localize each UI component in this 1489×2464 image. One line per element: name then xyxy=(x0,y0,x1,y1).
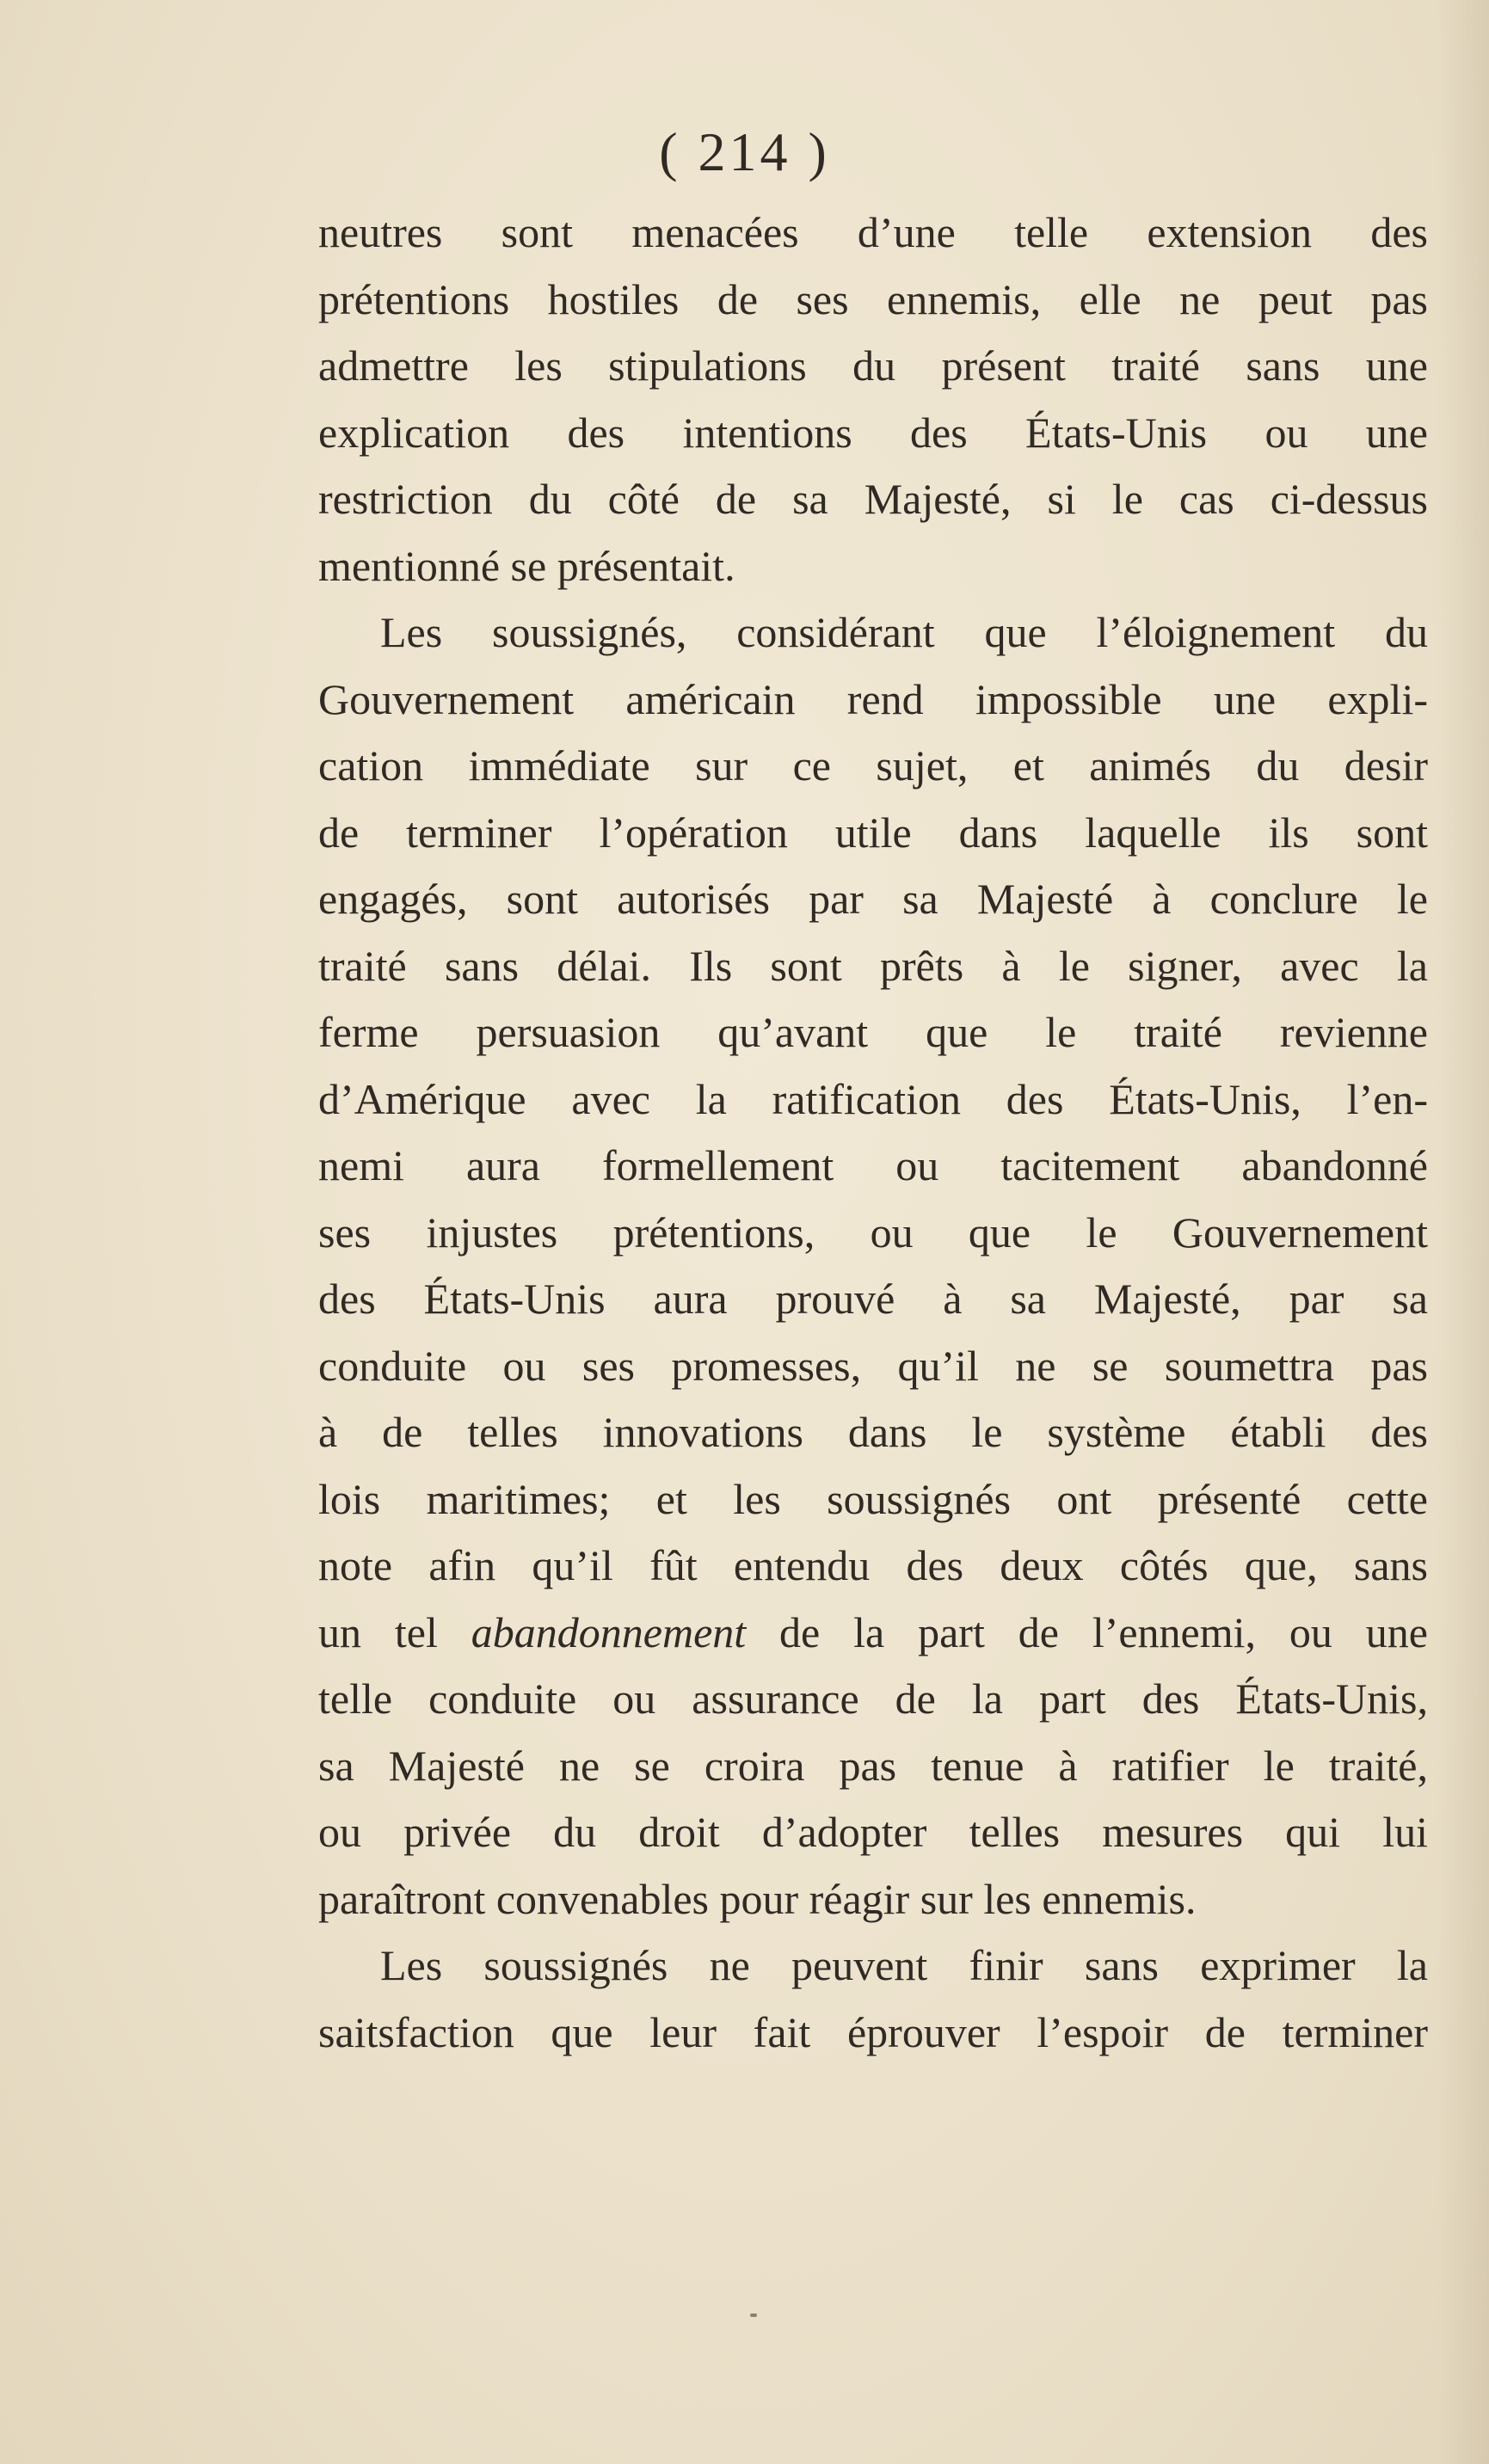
text-line: nemi aura formellement ou tacitement abandonné xyxy=(318,1141,1428,1189)
text-line: telle conduite ou assurance de la part des États-Unis, xyxy=(318,1674,1428,1723)
text-line-with-italic xyxy=(318,1600,1428,1667)
text-line: saitsfaction que leur fait éprouver l’espoir de terminer xyxy=(318,2007,1428,2056)
text-line: mentionné se présentait. xyxy=(318,541,735,590)
text-line: engagés, sont autorisés par sa Majesté à conclure le xyxy=(318,875,1428,923)
text-line: sa Majesté ne se croira pas tenue à ratifier le traité, xyxy=(318,1741,1428,1790)
text-line: de terminer l’opération utile dans laquelle ils sont xyxy=(318,808,1428,857)
text-line: d’Amérique avec la ratification des États-Unis, l’en- xyxy=(318,1074,1428,1123)
text-line: note afin qu’il fût entendu des deux côtés que, sans xyxy=(318,1541,1428,1589)
text-segment: un tel xyxy=(318,1607,471,1656)
text-line: Les soussignés, considérant que l’éloignement du xyxy=(380,608,1428,656)
text-line: lois maritimes; et les soussignés ont présenté cette xyxy=(318,1474,1428,1523)
italic-word: abandonnement xyxy=(471,1607,747,1656)
text-line: neutres sont menacées d’une telle extension des xyxy=(318,208,1428,256)
page-edge-shading xyxy=(1437,0,1489,2464)
text-line: Les soussignés ne peuvent finir sans exprimer la xyxy=(380,1941,1428,1989)
text-line: ou privée du droit d’adopter telles mesures qui lui xyxy=(318,1808,1428,1856)
page-number: ( 214 ) xyxy=(659,121,830,182)
text-line: prétentions hostiles de ses ennemis, elle ne peut pas xyxy=(318,274,1428,323)
text-line: restriction du côté de sa Majesté, si le cas ci-dessus xyxy=(318,475,1428,523)
text-line: admettre les stipulations du présent traité sans une xyxy=(318,341,1428,390)
ink-speck xyxy=(750,2313,757,2317)
text-line: ses injustes prétentions, ou que le Gouvernement xyxy=(318,1207,1428,1257)
text-line: des États-Unis aura prouvé à sa Majesté, par sa xyxy=(318,1275,1428,1323)
text-segment: de la part de l’ennemi, ou une xyxy=(746,1607,1428,1656)
text-line: conduite ou ses promesses, qu’il ne se soumettra pas xyxy=(318,1341,1428,1390)
text-line: cation immédiate sur ce sujet, et animés du desir xyxy=(318,741,1428,790)
text-line: explication des intentions des États-Unis ou une xyxy=(318,408,1428,457)
text-line: Gouvernement américain rend impossible une expli- xyxy=(318,674,1428,723)
text-line: ferme persuasion qu’avant que le traité revienne xyxy=(318,1008,1428,1056)
text-line: paraîtront convenables pour réagir sur les ennemis. xyxy=(318,1874,1197,1923)
text-line: traité sans délai. Ils sont prêts à le signer, avec la xyxy=(318,941,1428,990)
text-line: à de telles innovations dans le système établi des xyxy=(318,1408,1428,1456)
body-text xyxy=(318,200,1428,2066)
